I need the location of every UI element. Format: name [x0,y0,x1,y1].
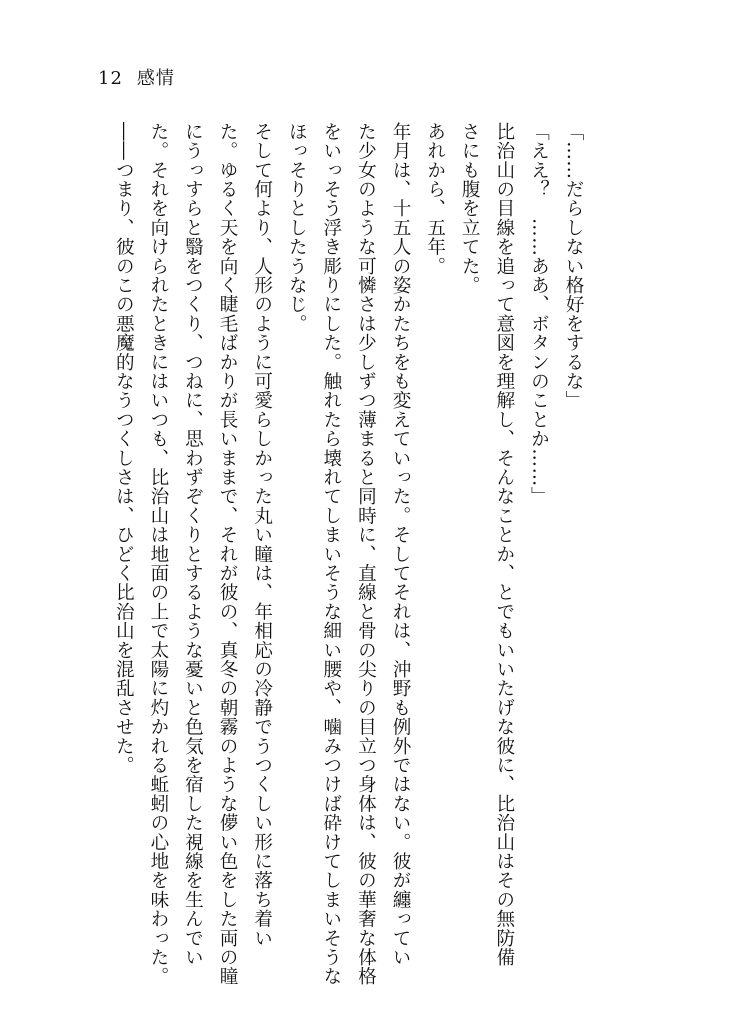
text-line: 「ええ？ ……ああ、ボタンのことか……」 [528,122,550,506]
page-header [98,64,175,90]
text-line: さにも腹を立てた。 [459,122,481,295]
text-line: た。それを向けられたときにはいつも、比治山は地面の上で太陽に灼かれる蚯蚓の心地を味わった。 [147,122,169,986]
text-line: ――つまり、彼のこの悪魔的なうつくしさは、ひどく比治山を混乱させた。 [113,122,135,775]
text-line: 「……だらしない格好をするな」 [563,122,584,410]
text-line: た。ゆるく天を向く睫毛ばかりが長いままで、それが彼の、真冬の朝霧のような儚い色をした両の瞳 [217,122,239,986]
chapter-title: 感情 [136,68,175,89]
text-line: 年月は、十五人の姿かたちをも変えていった。そしてそれは、沖野も例外ではない。彼が纏ってい [390,122,412,967]
vertical-text-body [113,122,590,986]
text-line: ほっそりとしたうなじ。 [286,122,308,334]
text-line: にうっすらと翳をつくり、つねに、思わずぞくりとするような憂いと色気を宿した視線を生んでい [182,122,204,967]
text-line: をいっそう浮き彫りにした。触れたら壊れてしまいそうな細い腰や、噛みつけば砕けてしまいそうな [320,122,342,986]
text-line: 比治山の目線を追って意図を理解し、そんなことか、とでもいいたげな彼に、比治山はその無防備 [493,122,515,967]
text-line: た少女のような可憐さは少しずつ薄まると同時に、直線と骨の尖りの目立つ身体は、彼の華奢な体格 [355,122,377,986]
text-line: あれから、五年。 [424,122,446,276]
text-line: そして何より、人形のように可愛らしかった丸い瞳は、年相応の冷静でうつくしい形に落ち着い [251,122,273,948]
page-number: 12 [98,68,123,89]
